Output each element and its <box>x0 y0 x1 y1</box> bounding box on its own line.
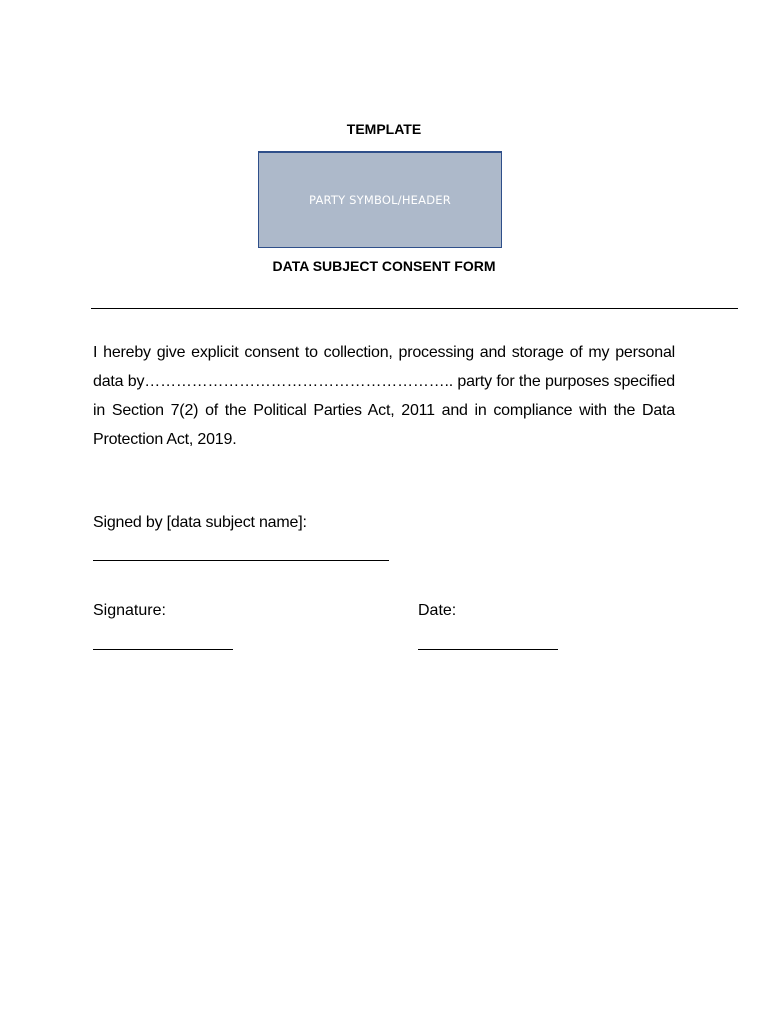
signature-label: Signature: <box>93 602 166 619</box>
consent-text: I hereby give explicit consent to collection, processing and storage of my personal data by………………………………………………….. party for the purposes specified in Section 7(2) of the Political Parties Act, 2011 and in compliance with the Data Protection Act, 2019. <box>93 344 675 448</box>
date-label: Date: <box>418 602 457 619</box>
template-label: TEMPLATE <box>346 121 422 137</box>
signature-line[interactable] <box>93 649 233 650</box>
horizontal-rule <box>91 308 738 309</box>
consent-paragraph <box>93 338 675 454</box>
party-symbol-placeholder-text: PARTY SYMBOL/HEADER <box>309 193 451 207</box>
form-title: DATA SUBJECT CONSENT FORM <box>272 258 496 274</box>
signed-by-label: Signed by [data subject name]: <box>93 514 307 531</box>
date-line[interactable] <box>418 649 558 650</box>
party-symbol-placeholder <box>258 151 502 248</box>
signed-by-name-line[interactable] <box>93 560 389 561</box>
